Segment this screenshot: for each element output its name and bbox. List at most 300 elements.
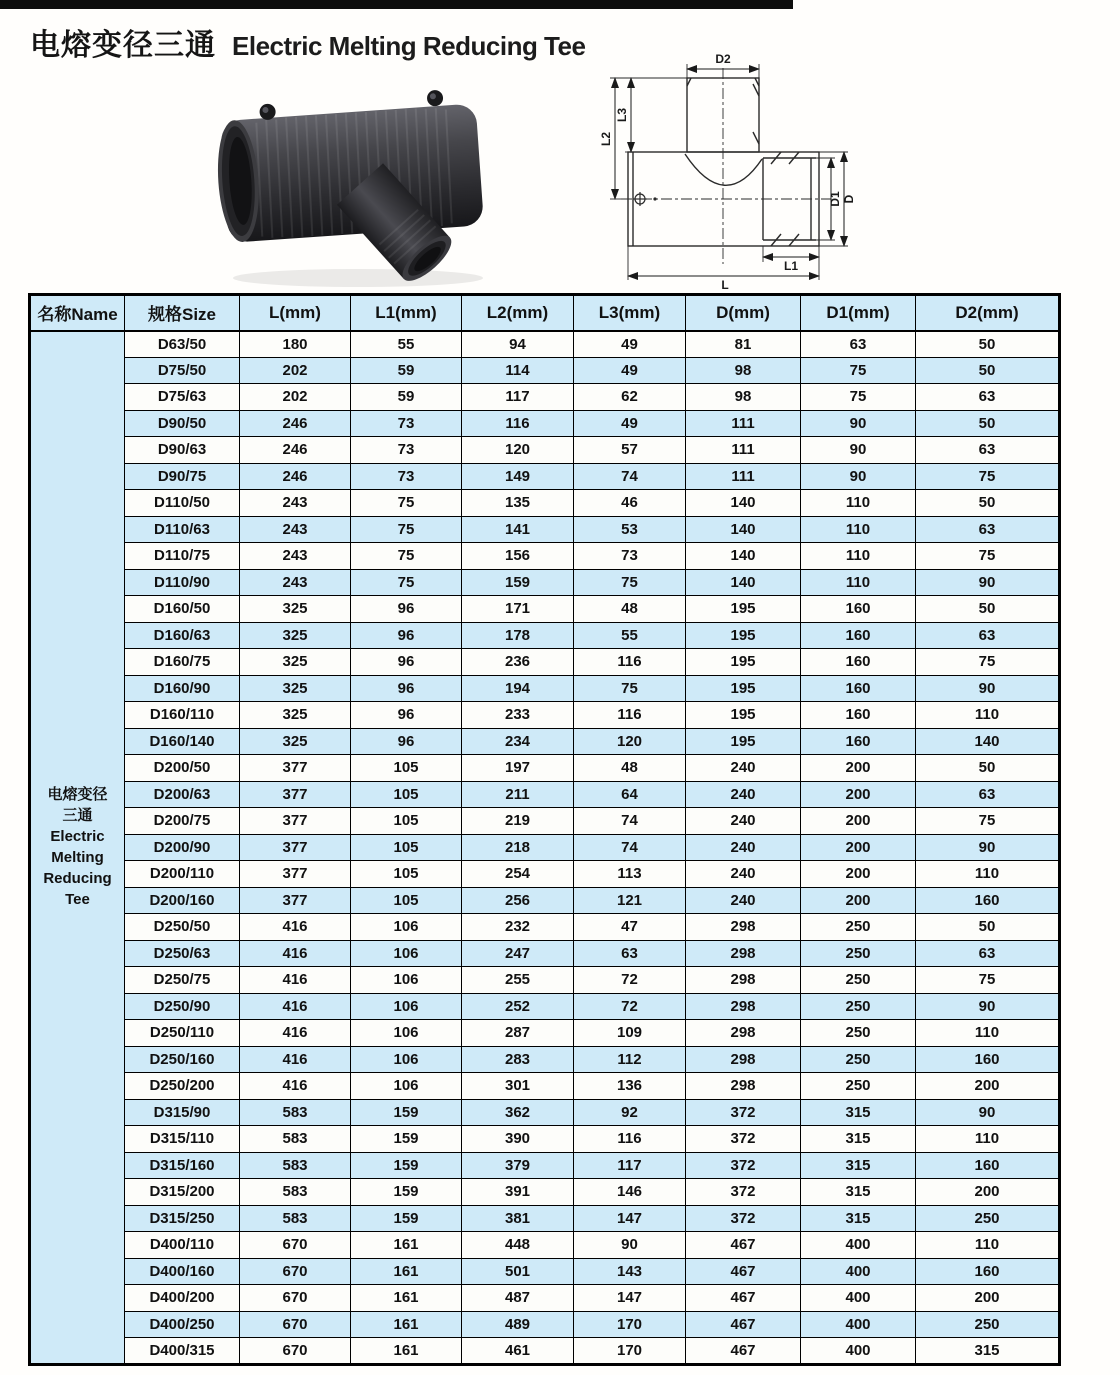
l2-cell: 236 — [462, 649, 574, 676]
d1-cell: 200 — [801, 755, 916, 782]
d1-cell: 200 — [801, 781, 916, 808]
size-cell: D200/160 — [125, 887, 240, 914]
d1-cell: 160 — [801, 649, 916, 676]
l2-cell: 256 — [462, 887, 574, 914]
d-cell: 240 — [686, 834, 801, 861]
size-cell: D110/50 — [125, 490, 240, 517]
l1-cell: 159 — [351, 1205, 462, 1232]
col-header-l3: L3(mm) — [574, 295, 686, 331]
l1-cell: 96 — [351, 649, 462, 676]
d2-cell: 63 — [916, 622, 1060, 649]
l3-cell: 147 — [574, 1285, 686, 1312]
l1-cell: 96 — [351, 702, 462, 729]
size-cell: D110/90 — [125, 569, 240, 596]
size-cell: D315/160 — [125, 1152, 240, 1179]
l2-cell: 141 — [462, 516, 574, 543]
l3-cell: 72 — [574, 967, 686, 994]
l3-cell: 48 — [574, 755, 686, 782]
table-header-row — [30, 295, 1060, 331]
l-cell: 246 — [240, 463, 351, 490]
l-cell: 377 — [240, 755, 351, 782]
table-row — [30, 357, 1060, 384]
page-title-english: Electric Melting Reducing Tee — [232, 31, 586, 61]
product-name-line: Electric — [50, 828, 105, 845]
size-cell: D75/50 — [125, 357, 240, 384]
l3-cell: 64 — [574, 781, 686, 808]
l3-cell: 143 — [574, 1258, 686, 1285]
l2-cell: 94 — [462, 331, 574, 358]
top-black-bar — [0, 0, 793, 9]
size-cell: D250/50 — [125, 914, 240, 941]
l1-cell: 96 — [351, 622, 462, 649]
l-cell: 202 — [240, 384, 351, 411]
table-row — [30, 1046, 1060, 1073]
d2-cell: 90 — [916, 834, 1060, 861]
l-cell: 416 — [240, 1073, 351, 1100]
d-cell: 298 — [686, 1073, 801, 1100]
l-cell: 325 — [240, 649, 351, 676]
l3-cell: 55 — [574, 622, 686, 649]
d2-cell: 50 — [916, 596, 1060, 623]
l-cell: 670 — [240, 1338, 351, 1365]
l1-cell: 106 — [351, 1073, 462, 1100]
size-cell: D200/110 — [125, 861, 240, 888]
l1-cell: 161 — [351, 1338, 462, 1365]
l-cell: 243 — [240, 569, 351, 596]
l1-cell: 161 — [351, 1285, 462, 1312]
l1-cell: 106 — [351, 967, 462, 994]
l3-cell: 74 — [574, 463, 686, 490]
l-cell: 670 — [240, 1285, 351, 1312]
table-row — [30, 543, 1060, 570]
size-cell: D200/63 — [125, 781, 240, 808]
d1-cell: 90 — [801, 410, 916, 437]
table-row — [30, 1285, 1060, 1312]
spec-table — [28, 293, 1061, 1366]
l2-cell: 120 — [462, 437, 574, 464]
size-cell: D160/140 — [125, 728, 240, 755]
d2-cell: 50 — [916, 357, 1060, 384]
d1-cell: 110 — [801, 569, 916, 596]
l-cell: 377 — [240, 834, 351, 861]
l-cell: 416 — [240, 967, 351, 994]
d-cell: 98 — [686, 357, 801, 384]
l3-cell: 53 — [574, 516, 686, 543]
l1-cell: 161 — [351, 1258, 462, 1285]
tee-dimension-diagram — [585, 36, 885, 292]
l-cell: 583 — [240, 1152, 351, 1179]
l2-cell: 116 — [462, 410, 574, 437]
l2-cell: 381 — [462, 1205, 574, 1232]
product-name-line: Tee — [65, 891, 90, 908]
size-cell: D315/90 — [125, 1099, 240, 1126]
d-cell: 81 — [686, 331, 801, 358]
d1-cell: 110 — [801, 543, 916, 570]
l2-cell: 156 — [462, 543, 574, 570]
col-header-d1: D1(mm) — [801, 295, 916, 331]
l-cell: 246 — [240, 410, 351, 437]
d1-cell: 160 — [801, 728, 916, 755]
dim-label-l2: L2 — [599, 131, 613, 147]
d-cell: 195 — [686, 596, 801, 623]
d1-cell: 200 — [801, 808, 916, 835]
l2-cell: 135 — [462, 490, 574, 517]
l3-cell: 117 — [574, 1152, 686, 1179]
d-cell: 140 — [686, 490, 801, 517]
l2-cell: 487 — [462, 1285, 574, 1312]
d1-cell: 160 — [801, 596, 916, 623]
l1-cell: 159 — [351, 1152, 462, 1179]
l2-cell: 252 — [462, 993, 574, 1020]
table-row — [30, 702, 1060, 729]
table-row — [30, 1258, 1060, 1285]
d-cell: 298 — [686, 914, 801, 941]
l-cell: 377 — [240, 781, 351, 808]
d1-cell: 250 — [801, 993, 916, 1020]
table-row — [30, 384, 1060, 411]
size-cell: D400/315 — [125, 1338, 240, 1365]
l-cell: 325 — [240, 622, 351, 649]
d2-cell: 315 — [916, 1338, 1060, 1365]
l1-cell: 159 — [351, 1126, 462, 1153]
l1-cell: 159 — [351, 1179, 462, 1206]
l3-cell: 146 — [574, 1179, 686, 1206]
l1-cell: 75 — [351, 543, 462, 570]
l3-cell: 147 — [574, 1205, 686, 1232]
d-cell: 298 — [686, 940, 801, 967]
table-row — [30, 1338, 1060, 1365]
d1-cell: 400 — [801, 1285, 916, 1312]
table-row — [30, 596, 1060, 623]
l3-cell: 62 — [574, 384, 686, 411]
table-row — [30, 887, 1060, 914]
d2-cell: 75 — [916, 649, 1060, 676]
d2-cell: 110 — [916, 861, 1060, 888]
size-cell: D160/50 — [125, 596, 240, 623]
l3-cell: 63 — [574, 940, 686, 967]
table-row — [30, 940, 1060, 967]
l2-cell: 283 — [462, 1046, 574, 1073]
l2-cell: 390 — [462, 1126, 574, 1153]
d1-cell: 160 — [801, 675, 916, 702]
d-cell: 111 — [686, 410, 801, 437]
d-cell: 195 — [686, 728, 801, 755]
d-cell: 298 — [686, 967, 801, 994]
l1-cell: 75 — [351, 569, 462, 596]
table-row — [30, 331, 1060, 358]
table-row — [30, 410, 1060, 437]
l-cell: 416 — [240, 914, 351, 941]
d-cell: 298 — [686, 993, 801, 1020]
l2-cell: 211 — [462, 781, 574, 808]
product-photo — [208, 72, 503, 290]
l2-cell: 178 — [462, 622, 574, 649]
d-cell: 467 — [686, 1338, 801, 1365]
d2-cell: 75 — [916, 463, 1060, 490]
d2-cell: 160 — [916, 1152, 1060, 1179]
l2-cell: 489 — [462, 1311, 574, 1338]
table-row — [30, 781, 1060, 808]
d2-cell: 90 — [916, 675, 1060, 702]
l-cell: 416 — [240, 940, 351, 967]
l2-cell: 218 — [462, 834, 574, 861]
d-cell: 298 — [686, 1046, 801, 1073]
table-row — [30, 728, 1060, 755]
l1-cell: 105 — [351, 808, 462, 835]
l2-cell: 301 — [462, 1073, 574, 1100]
d1-cell: 315 — [801, 1126, 916, 1153]
l1-cell: 106 — [351, 993, 462, 1020]
d2-cell: 63 — [916, 940, 1060, 967]
product-name-cell — [30, 331, 125, 1365]
l2-cell: 117 — [462, 384, 574, 411]
size-cell: D400/110 — [125, 1232, 240, 1259]
l-cell: 202 — [240, 357, 351, 384]
l2-cell: 233 — [462, 702, 574, 729]
d2-cell: 50 — [916, 490, 1060, 517]
table-row — [30, 569, 1060, 596]
l-cell: 325 — [240, 728, 351, 755]
l1-cell: 106 — [351, 1046, 462, 1073]
d2-cell: 75 — [916, 543, 1060, 570]
size-cell: D250/160 — [125, 1046, 240, 1073]
d2-cell: 50 — [916, 914, 1060, 941]
l2-cell: 159 — [462, 569, 574, 596]
d-cell: 195 — [686, 675, 801, 702]
d1-cell: 90 — [801, 463, 916, 490]
col-header-name: 名称Name — [30, 295, 125, 331]
l-cell: 583 — [240, 1126, 351, 1153]
l-cell: 246 — [240, 437, 351, 464]
l2-cell: 254 — [462, 861, 574, 888]
dim-label-d2: D2 — [715, 52, 731, 66]
table-row — [30, 1020, 1060, 1047]
d1-cell: 250 — [801, 1020, 916, 1047]
l2-cell: 247 — [462, 940, 574, 967]
l1-cell: 106 — [351, 914, 462, 941]
l1-cell: 105 — [351, 781, 462, 808]
l1-cell: 105 — [351, 834, 462, 861]
l3-cell: 90 — [574, 1232, 686, 1259]
l-cell: 377 — [240, 887, 351, 914]
l1-cell: 161 — [351, 1311, 462, 1338]
l2-cell: 362 — [462, 1099, 574, 1126]
table-row — [30, 437, 1060, 464]
l2-cell: 461 — [462, 1338, 574, 1365]
l-cell: 377 — [240, 808, 351, 835]
table-row — [30, 516, 1060, 543]
l3-cell: 49 — [574, 357, 686, 384]
spec-table-body — [30, 331, 1060, 1365]
d-cell: 240 — [686, 861, 801, 888]
l1-cell: 96 — [351, 596, 462, 623]
size-cell: D200/90 — [125, 834, 240, 861]
col-header-l1: L1(mm) — [351, 295, 462, 331]
size-cell: D315/200 — [125, 1179, 240, 1206]
d-cell: 140 — [686, 516, 801, 543]
d-cell: 298 — [686, 1020, 801, 1047]
l3-cell: 73 — [574, 543, 686, 570]
l-cell: 416 — [240, 1046, 351, 1073]
l-cell: 243 — [240, 516, 351, 543]
l1-cell: 105 — [351, 887, 462, 914]
l3-cell: 74 — [574, 834, 686, 861]
size-cell: D400/250 — [125, 1311, 240, 1338]
d1-cell: 63 — [801, 331, 916, 358]
d2-cell: 63 — [916, 437, 1060, 464]
product-name-line: 电熔变径 — [47, 786, 108, 803]
l3-cell: 116 — [574, 649, 686, 676]
table-row — [30, 1073, 1060, 1100]
d1-cell: 315 — [801, 1179, 916, 1206]
size-cell: D400/200 — [125, 1285, 240, 1312]
l-cell: 670 — [240, 1258, 351, 1285]
d2-cell: 63 — [916, 516, 1060, 543]
size-cell: D90/63 — [125, 437, 240, 464]
d1-cell: 160 — [801, 622, 916, 649]
d2-cell: 90 — [916, 1099, 1060, 1126]
size-cell: D250/200 — [125, 1073, 240, 1100]
table-row — [30, 755, 1060, 782]
d2-cell: 110 — [916, 702, 1060, 729]
d1-cell: 200 — [801, 834, 916, 861]
dim-label-d1: D1 — [828, 191, 842, 207]
l2-cell: 448 — [462, 1232, 574, 1259]
d1-cell: 250 — [801, 914, 916, 941]
size-cell: D63/50 — [125, 331, 240, 358]
d2-cell: 110 — [916, 1232, 1060, 1259]
d1-cell: 250 — [801, 967, 916, 994]
size-cell: D160/63 — [125, 622, 240, 649]
l1-cell: 55 — [351, 331, 462, 358]
table-row — [30, 967, 1060, 994]
d1-cell: 250 — [801, 1073, 916, 1100]
l1-cell: 159 — [351, 1099, 462, 1126]
l-cell: 416 — [240, 1020, 351, 1047]
col-header-l2: L2(mm) — [462, 295, 574, 331]
d-cell: 372 — [686, 1126, 801, 1153]
dim-label-l1: L1 — [783, 259, 799, 273]
l2-cell: 255 — [462, 967, 574, 994]
l-cell: 325 — [240, 675, 351, 702]
size-cell: D110/75 — [125, 543, 240, 570]
l-cell: 325 — [240, 596, 351, 623]
size-cell: D250/110 — [125, 1020, 240, 1047]
d-cell: 111 — [686, 463, 801, 490]
d-cell: 372 — [686, 1099, 801, 1126]
l3-cell: 49 — [574, 331, 686, 358]
table-row — [30, 993, 1060, 1020]
d1-cell: 200 — [801, 887, 916, 914]
d2-cell: 90 — [916, 569, 1060, 596]
d2-cell: 50 — [916, 331, 1060, 358]
d1-cell: 315 — [801, 1152, 916, 1179]
d2-cell: 50 — [916, 410, 1060, 437]
table-row — [30, 1126, 1060, 1153]
l1-cell: 73 — [351, 463, 462, 490]
page-title-chinese: 电熔变径三通 — [30, 29, 216, 62]
l3-cell: 109 — [574, 1020, 686, 1047]
d-cell: 98 — [686, 384, 801, 411]
dim-label-l3: L3 — [615, 107, 629, 123]
d-cell: 467 — [686, 1232, 801, 1259]
table-row — [30, 675, 1060, 702]
product-name-line: Melting — [51, 849, 104, 866]
l1-cell: 96 — [351, 728, 462, 755]
d1-cell: 75 — [801, 384, 916, 411]
dim-label-d: D — [842, 194, 856, 204]
size-cell: D315/110 — [125, 1126, 240, 1153]
size-cell: D315/250 — [125, 1205, 240, 1232]
d2-cell: 63 — [916, 781, 1060, 808]
d2-cell: 160 — [916, 1258, 1060, 1285]
l3-cell: 170 — [574, 1311, 686, 1338]
d1-cell: 110 — [801, 516, 916, 543]
table-row — [30, 834, 1060, 861]
l2-cell: 219 — [462, 808, 574, 835]
l3-cell: 46 — [574, 490, 686, 517]
table-row — [30, 649, 1060, 676]
l-cell: 377 — [240, 861, 351, 888]
l3-cell: 74 — [574, 808, 686, 835]
product-name-line: Reducing — [43, 870, 112, 887]
l3-cell: 75 — [574, 569, 686, 596]
l1-cell: 161 — [351, 1232, 462, 1259]
d2-cell: 200 — [916, 1285, 1060, 1312]
l1-cell: 73 — [351, 437, 462, 464]
l3-cell: 72 — [574, 993, 686, 1020]
d-cell: 372 — [686, 1179, 801, 1206]
d-cell: 140 — [686, 543, 801, 570]
table-row — [30, 861, 1060, 888]
d1-cell: 400 — [801, 1258, 916, 1285]
size-cell: D160/75 — [125, 649, 240, 676]
l2-cell: 114 — [462, 357, 574, 384]
d1-cell: 400 — [801, 1311, 916, 1338]
table-row — [30, 490, 1060, 517]
tee-fitting-photo-art — [208, 72, 503, 290]
l2-cell: 391 — [462, 1179, 574, 1206]
l2-cell: 197 — [462, 755, 574, 782]
l-cell: 583 — [240, 1205, 351, 1232]
l2-cell: 287 — [462, 1020, 574, 1047]
col-header-l: L(mm) — [240, 295, 351, 331]
l1-cell: 105 — [351, 755, 462, 782]
d-cell: 140 — [686, 569, 801, 596]
d-cell: 111 — [686, 437, 801, 464]
l3-cell: 112 — [574, 1046, 686, 1073]
size-cell: D250/75 — [125, 967, 240, 994]
l1-cell: 106 — [351, 940, 462, 967]
l-cell: 583 — [240, 1099, 351, 1126]
d-cell: 240 — [686, 755, 801, 782]
table-row — [30, 1099, 1060, 1126]
l2-cell: 149 — [462, 463, 574, 490]
l-cell: 180 — [240, 331, 351, 358]
d-cell: 467 — [686, 1311, 801, 1338]
l-cell: 670 — [240, 1232, 351, 1259]
table-row — [30, 914, 1060, 941]
d1-cell: 160 — [801, 702, 916, 729]
size-cell: D200/50 — [125, 755, 240, 782]
d2-cell: 250 — [916, 1311, 1060, 1338]
d1-cell: 315 — [801, 1099, 916, 1126]
size-cell: D160/90 — [125, 675, 240, 702]
l1-cell: 75 — [351, 516, 462, 543]
l3-cell: 136 — [574, 1073, 686, 1100]
table-row — [30, 1179, 1060, 1206]
d-cell: 195 — [686, 702, 801, 729]
